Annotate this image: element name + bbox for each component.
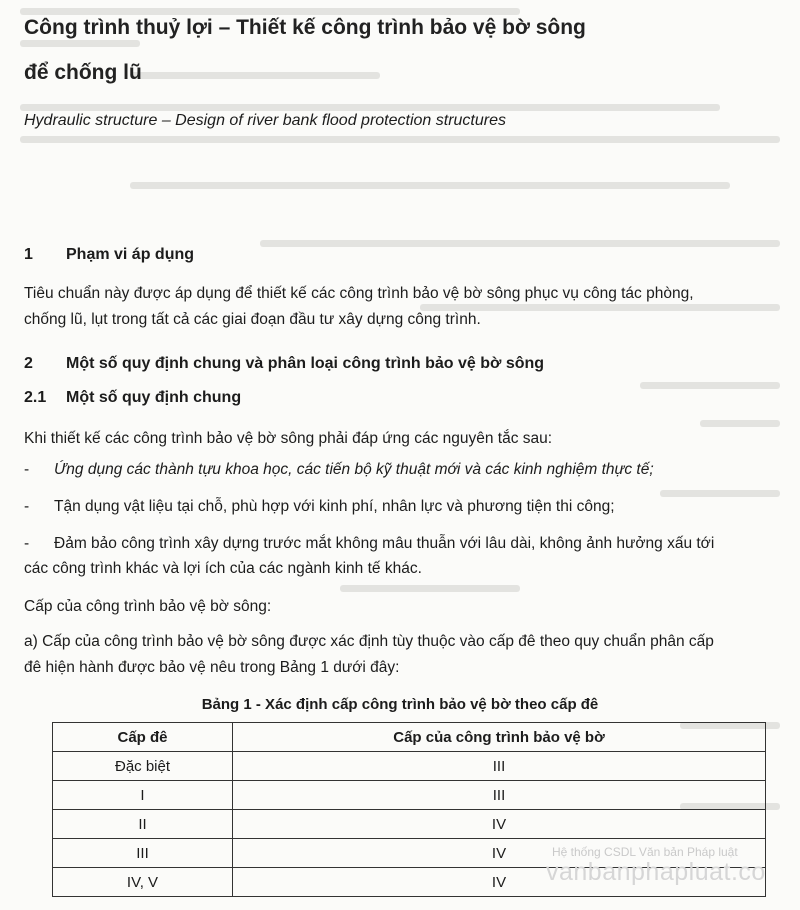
cell-dike-grade: Đặc biệt (53, 752, 233, 781)
list-item-text: Đảm bảo công trình xây dựng trước mắt không mâu thuẫn với lâu dài, không ảnh hưởng xấu tới (54, 535, 715, 552)
item-a-line1: a) Cấp của công trình bảo vệ bờ sông được xác định tùy thuộc vào cấp đê theo quy chuẩn phân cấp (24, 633, 714, 650)
cell-structure-grade: IV (233, 839, 766, 868)
section-2-heading (24, 355, 724, 377)
cell-dike-grade: IV, V (53, 868, 233, 897)
list-item-text: Ứng dụng các thành tựu khoa học, các tiến bộ kỹ thuật mới và các kinh nghiệm thực tế; (54, 461, 654, 478)
english-title: Hydraulic structure – Design of river bank flood protection structures (24, 112, 506, 129)
cell-structure-grade: IV (233, 810, 766, 839)
list-dash: - (24, 498, 30, 515)
section-2-1-heading (24, 389, 724, 411)
section-1-heading (24, 246, 724, 268)
column-header-structure-grade: Cấp của công trình bảo vệ bờ (233, 723, 766, 752)
list-item-continuation: các công trình khác và lợi ích của các ngành kinh tế khác. (24, 560, 422, 577)
watermark-line1: Hệ thống CSDL Văn bản Pháp luật (552, 845, 738, 859)
table-header-row (53, 723, 766, 752)
cell-dike-grade: II (53, 810, 233, 839)
list-item-text: Tận dụng vật liệu tại chỗ, phù hợp với kinh phí, nhân lực và phương tiện thi công; (54, 498, 615, 515)
watermark-line2: vanbanphapluat.co (546, 858, 766, 886)
table-row (53, 810, 766, 839)
section-number: 2 (24, 355, 33, 372)
column-header-dike-grade: Cấp đê (53, 723, 233, 752)
table-row (53, 781, 766, 810)
section-1-body-line2: chống lũ, lụt trong tất cả các giai đoạn đầu tư xây dựng công trình. (24, 311, 481, 328)
table-caption: Bảng 1 - Xác định cấp công trình bảo vệ bờ theo cấp đê (201, 696, 599, 713)
document-title-line2: để chống lũ (24, 61, 142, 84)
list-item (24, 535, 784, 555)
section-1-body-line1: Tiêu chuẩn này được áp dụng để thiết kế các công trình bảo vệ bờ sông phục vụ công tác phòng, (24, 285, 694, 302)
section-number: 2.1 (24, 389, 47, 406)
cell-structure-grade: III (233, 781, 766, 810)
cell-structure-grade: III (233, 752, 766, 781)
section-title: Một số quy định chung (66, 389, 242, 406)
grade-heading: Cấp của công trình bảo vệ bờ sông: (24, 598, 272, 615)
section-title: Phạm vi áp dụng (66, 246, 195, 263)
table-row (53, 752, 766, 781)
list-item (24, 498, 784, 518)
list-dash: - (24, 461, 30, 478)
cell-dike-grade: I (53, 781, 233, 810)
cell-structure-grade: IV (233, 868, 766, 897)
list-dash: - (24, 535, 30, 552)
item-a-line2: đê hiện hành được bảo vệ nêu trong Bảng 1 dưới đây: (24, 659, 400, 676)
document-title-line1: Công trình thuỷ lợi – Thiết kế công trình bảo vệ bờ sông (24, 16, 586, 39)
cell-dike-grade: III (53, 839, 233, 868)
section-title: Một số quy định chung và phân loại công trình bảo vệ bờ sông (66, 355, 545, 372)
section-number: 1 (24, 246, 33, 263)
principles-intro: Khi thiết kế các công trình bảo vệ bờ sông phải đáp ứng các nguyên tắc sau: (24, 430, 553, 447)
list-item (24, 461, 784, 481)
